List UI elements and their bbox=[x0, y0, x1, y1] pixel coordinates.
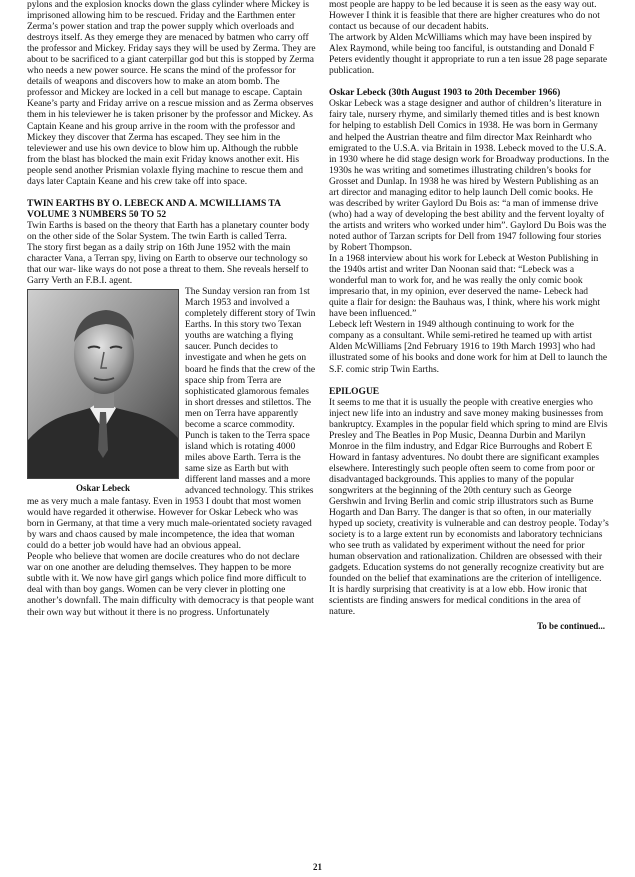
section-heading: Oskar Lebeck (30th August 1903 to 20th December 1966) bbox=[329, 88, 561, 99]
paragraph: Twin Earths is based on the theory that Earth has a planetary counter body on the other side of the Solar System. The twin Earth is called Terra. bbox=[27, 220, 310, 242]
paragraph: It seems to me that it is usually the people with creative energies who inject new life into an industry and save money making businesses from bankruptcy. Examples in the popular field which spring to mind are Elvis Presley and The Beatles in Pop Music, Deanna Durbin and Marilyn Monroe in the film industry, and Edgar Rice Burroughs and Robert E Howard in fantasy adventures. No doubt there are significant examples elsewhere. Interestingly such people often seem to come from poor or disadvantaged backgrounds. This applies to many of the popular songwriters at the beginning of the 20th century such as George Gershwin and Irving Berlin and comic strip illustrators such as Burne Hogarth and Dan Barry. The danger is that so often, in our materially hyped up society, creativity is vulnerable and can destroy people. Today’s society is to a large extent run by economists and laboratory technicians who see truth as validated by experiment without the need for prior human observation and rationalization. Children are obsessed with their gadgets. Education systems do not generally recognize creativity but are founded on the belief that examinations are the criterion of intelligence. It is hardly surprising that creativity is at a low ebb. How ironic that scientists are finding answers for medical conditions in the area of nature. bbox=[329, 397, 609, 618]
photo-caption: Oskar Lebeck bbox=[75, 483, 131, 494]
section-heading: EPILOGUE bbox=[329, 386, 380, 397]
right-column bbox=[329, 0, 609, 830]
page-number: 21 bbox=[313, 862, 322, 872]
paragraph: The story first began as a daily strip on 16th June 1952 with the main character Vana, a Terran spy, living on Earth to observe our technology so that our war- like ways do not pose a threat to them. She reveals herself to Garry Verth an F.B.I. agent. bbox=[27, 242, 309, 287]
paragraph: In a 1968 interview about his work for Lebeck at Weston Publishing in the 1940s artist and writer Dan Noonan said that: “Lebeck was a wonderful man to work for, and he was really the only comic book impresario that, in my opinion, ever deserved the name- Lebeck had quite a flair for design: the Bauhaus was, I think, where his work might have been influenced.” bbox=[329, 254, 600, 320]
paragraph: Lebeck left Western in 1949 although continuing to work for the company as a consultant. While semi-retired he teamed up with artist Alden McWilliams [2nd February 1916 to 19th March 1993] who had illustrated some of his books and done work for him at Dell to launch the S.F. comic strip Twin Earths. bbox=[329, 320, 608, 375]
paragraph: The Sunday version ran from 1st March 1953 and involved a completely different story of Twin Earths. In this story two Texan youths are watching a flying saucer. Punch decides to investigate and when he gets on board he finds that the crew of the space ship from Terra are sophisticated glamorous females in short dresses and stilettos. The men on Terra have apparently become a scarce commodity. Punch is taken to the Terra space island which is rotating 4000 miles above Earth. Terra is the same size as Earth but with different land masses and a more advanced technology. This strikes me as very much a male fantasy. Even in 1953 I doubt that most women would have regarded it otherwise. However for Oskar Lebeck who was born in Germany, at that time a very much male-orientated society ravaged by wars and chaos caused by male incompetence, the idea that woman could do a better job would have had an obvious appeal. bbox=[27, 287, 316, 552]
portrait-figure bbox=[27, 289, 179, 494]
section-heading: TWIN EARTHS BY O. LEBECK AND A. MCWILLIAMS TA VOLUME 3 NUMBERS 50 TO 52 bbox=[27, 198, 281, 220]
paragraph: The artwork by Alden McWilliams which may have been inspired by Alex Raymond, while being too fanciful, is outstanding and Donald F Peters evidently thought it appropriate to run a ten issue 28 page separate publication. bbox=[329, 33, 608, 77]
continued-note: To be continued... bbox=[537, 620, 605, 631]
portrait-photo bbox=[27, 289, 179, 479]
paragraph: People who believe that women are docile creatures who do not declare war on one another are deluding themselves. They happen to be more subtle with it. We now have girl gangs which police find more difficult to deal with than boy gangs. Women can be very clever in plotting one another’s downfall. The main difficulty with democracy is that people want their own way but without it there is no progress. Unfortunately bbox=[27, 552, 314, 618]
portrait-image bbox=[28, 290, 178, 478]
paragraph: most people are happy to be led because it is seen as the easy way out. However I think it is feasible that there are higher creatures who do not contact us because of our decadent habits. bbox=[329, 0, 600, 33]
left-column bbox=[27, 0, 316, 826]
paragraph: Oskar Lebeck was a stage designer and author of children’s literature in fairy tale, nursery rhyme, and similarly themed titles and is best known for helping to establish Dell Comics in 1938. He was born in Germany and helped the Austrian theatre and film director Max Reinhardt who emigrated to the U.S.A. via Britain in 1938. Lebeck moved to the U.S.A. in 1930 where he did stage design work for Broadway productions. In the 1930s he was writing and sometimes illustrating children’s books for Grosset and Dunlap. In 1938 he was hired by Western Publishing as an art director and managing editor to help launch Dell comic books. He was described by writer Gaylord Du Bois as: “a man of immense drive (who) had a way of developing the best ability and the fervent loyalty of the artists and writers who worked under him”. Gaylord Du Bois was the noted author of Tarzan scripts for Dell from 1947 following four stories by Robert Thompson. bbox=[329, 99, 609, 253]
paragraph: pylons and the explosion knocks down the glass cylinder where Mickey is imprisoned allowing him to be rescued. Friday and the Earthmen enter Zerma’s power station and trap the power supply which overloads and destroys itself. As they emerge they are menaced by batmen who carry off the professor and Mickey. Friday says they will be used by Zerma. They are about to be sacrificed to a giant caterpillar god but this is stopped by Zerma who needs a new power source. He scans the mind of the professor for details of weapons and discovers how to make an atom bomb. The professor and Mickey are locked in a cell but manage to escape. Captain Keane’s party and Friday arrive on a rescue mission and as Zerma observes them in his televiewer he is taken prisoner by the professor and Mickey. As Captain Keane and his group arrive in the room with the professor and Mickey they discover that Zerma has escaped. They see him in the televiewer and use his own device to blow him up. Although the rubble from the blast has blocked the main exit Friday knows another exit. His people send another Prismian volaxle flying machine to rescue them and days later Captain Keane and his crew take off into space. bbox=[27, 0, 316, 187]
